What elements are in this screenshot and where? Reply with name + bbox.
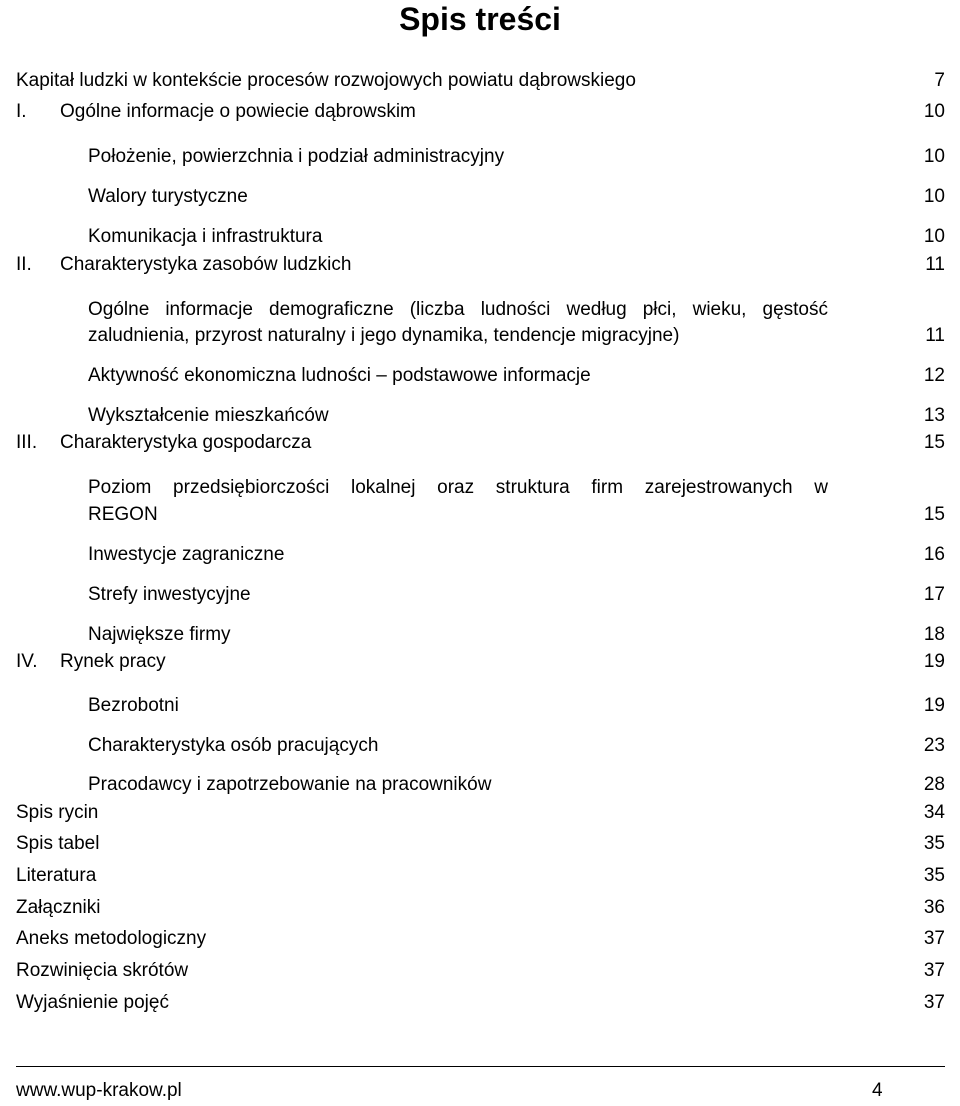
toc-entry-label-line2: REGON — [88, 504, 158, 525]
toc-entry-page: 37 — [923, 928, 945, 949]
toc-entry-label: Położenie, powierzchnia i podział administracyjny — [88, 146, 505, 167]
toc-entry-label-line1: Poziom przedsiębiorczości lokalnej oraz struktura firm zarejestrowanych w — [88, 477, 828, 498]
toc-subentry[interactable] — [0, 693, 960, 719]
toc-entry-page: 10 — [923, 226, 945, 247]
toc-entry-literature[interactable] — [0, 863, 960, 889]
toc-entry-label: Wykształcenie mieszkańców — [88, 405, 329, 426]
toc-section-3[interactable] — [0, 430, 960, 456]
toc-entry-abbreviations[interactable] — [0, 958, 960, 984]
toc-entry-page: 7 — [934, 70, 945, 91]
toc-entry-methodology[interactable] — [0, 926, 960, 952]
toc-entry-page: 37 — [923, 992, 945, 1013]
toc-entry-appendices[interactable] — [0, 895, 960, 921]
toc-entry-page: 13 — [923, 405, 945, 426]
toc-entry-label: Spis tabel — [16, 833, 100, 854]
toc-entry-label: Spis rycin — [16, 802, 99, 823]
toc-entry-label: Komunikacja i infrastruktura — [88, 226, 323, 247]
toc-entry-page: 15 — [923, 504, 945, 525]
toc-entry-page: 10 — [923, 146, 945, 167]
toc-section-number: IV. — [16, 651, 38, 672]
toc-entry-label: Literatura — [16, 865, 97, 886]
toc-entry-page: 16 — [923, 544, 945, 565]
toc-entry-page: 10 — [923, 101, 945, 122]
toc-entry-label-line1: Ogólne informacje demograficzne (liczba ludności według płci, wieku, gęstość — [88, 299, 828, 320]
toc-entry-label: Aneks metodologiczny — [16, 928, 207, 949]
toc-entry-tables[interactable] — [0, 831, 960, 857]
toc-entry-page: 17 — [923, 584, 945, 605]
toc-entry-page: 11 — [925, 325, 945, 346]
toc-section-2[interactable] — [0, 252, 960, 278]
footer-url[interactable]: www.wup-krakow.pl — [16, 1080, 182, 1101]
toc-section-number: I. — [16, 101, 27, 122]
toc-subentry[interactable] — [0, 474, 960, 528]
toc-section-1[interactable] — [0, 99, 960, 125]
toc-subentry[interactable] — [0, 184, 960, 210]
toc-section-number: II. — [16, 254, 32, 275]
footer-page-number: 4 — [872, 1080, 883, 1101]
toc-entry-label: Strefy inwestycyjne — [88, 584, 251, 605]
toc-entry-page: 28 — [923, 774, 945, 795]
toc-entry-label: Walory turystyczne — [88, 186, 248, 207]
toc-subentry[interactable] — [0, 772, 960, 798]
toc-entry-label: Wyjaśnienie pojęć — [16, 992, 169, 1013]
toc-entry-page: 37 — [923, 960, 945, 981]
toc-entry-page: 35 — [923, 865, 945, 886]
toc-section-4[interactable] — [0, 649, 960, 675]
toc-entry-label: Charakterystyka zasobów ludzkich — [60, 254, 352, 275]
toc-entry-label: Największe firmy — [88, 624, 231, 645]
toc-subentry[interactable] — [0, 622, 960, 648]
toc-entry-page: 36 — [923, 897, 945, 918]
toc-subentry[interactable] — [0, 144, 960, 170]
toc-entry-label: Rynek pracy — [60, 651, 166, 672]
toc-entry-label: Załączniki — [16, 897, 101, 918]
toc-entry-page: 34 — [923, 802, 945, 823]
toc-entry-label-line2: zaludnienia, przyrost naturalny i jego dynamika, tendencje migracyjne) — [88, 325, 680, 346]
toc-entry-page: 19 — [923, 695, 945, 716]
toc-entry-page: 19 — [923, 651, 945, 672]
toc-subentry[interactable] — [0, 363, 960, 389]
toc-subentry[interactable] — [0, 403, 960, 429]
toc-section-number: III. — [16, 432, 38, 453]
toc-subentry[interactable] — [0, 224, 960, 250]
toc-entry-label: Rozwinięcia skrótów — [16, 960, 189, 981]
toc-entry-page: 35 — [923, 833, 945, 854]
toc-entry-page: 18 — [923, 624, 945, 645]
toc-subentry[interactable] — [0, 296, 960, 350]
toc-entry-label: Ogólne informacje o powiecie dąbrowskim — [60, 101, 416, 122]
toc-entry-label: Bezrobotni — [88, 695, 179, 716]
toc-entry-label: Pracodawcy i zapotrzebowanie na pracowników — [88, 774, 492, 795]
toc-entry-glossary[interactable] — [0, 990, 960, 1016]
toc-entry-label: Inwestycje zagraniczne — [88, 544, 285, 565]
toc-entry-page: 15 — [923, 432, 945, 453]
footer-divider — [16, 1066, 945, 1067]
toc-entry-page: 23 — [923, 735, 945, 756]
toc-entry-figures[interactable] — [0, 800, 960, 826]
toc-entry-intro[interactable] — [0, 68, 960, 94]
page-title: Spis treści — [399, 1, 561, 37]
toc-subentry[interactable] — [0, 582, 960, 608]
toc-entry-label: Charakterystyka gospodarcza — [60, 432, 312, 453]
toc-entry-label: Aktywność ekonomiczna ludności – podstawowe informacje — [88, 365, 591, 386]
toc-subentry[interactable] — [0, 542, 960, 568]
toc-entry-page: 11 — [925, 254, 945, 275]
toc-entry-label: Kapitał ludzki w kontekście procesów rozwojowych powiatu dąbrowskiego — [16, 70, 636, 91]
toc-entry-page: 12 — [923, 365, 945, 386]
toc-subentry[interactable] — [0, 733, 960, 759]
toc-entry-label: Charakterystyka osób pracujących — [88, 735, 379, 756]
toc-entry-page: 10 — [923, 186, 945, 207]
